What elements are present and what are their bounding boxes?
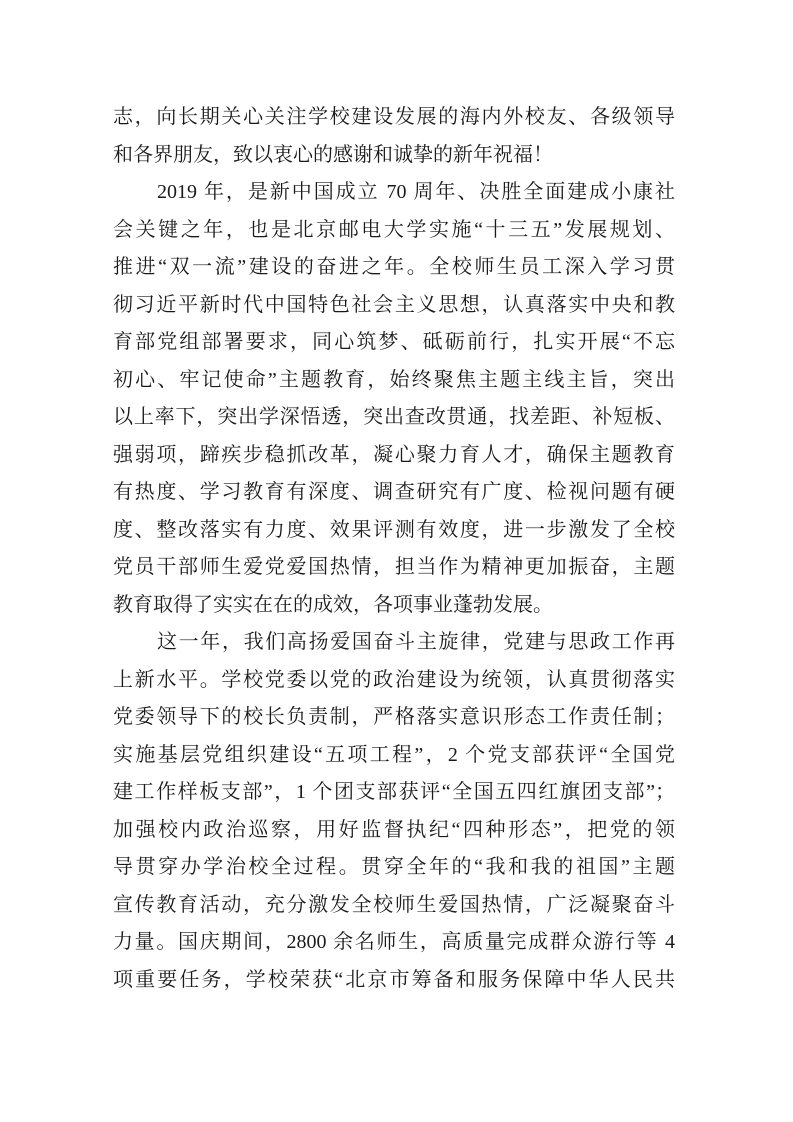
- text-line: 度、整改落实有力度、效果评测有效度，进一步激发了全校: [113, 518, 675, 541]
- text-line paragraph-end: 和各界朋友，致以衷心的感谢和诚挚的新年祝福！: [113, 143, 553, 166]
- text-line: 推进“双一流”建设的奋进之年。全校师生员工深入学习贯: [113, 256, 675, 278]
- text-line: 初心、牢记使命”主题教育，始终聚焦主题主线主旨，突出: [113, 368, 675, 391]
- text-line: 加强校内政治巡察，用好监督执纪“四种形态”，把党的领: [113, 818, 675, 841]
- text-line: 建工作样板支部”，1 个团支部获评“全国五四红旗团支部”；: [113, 781, 675, 803]
- text-line: 彻习近平新时代中国特色社会主义思想，认真落实中央和教: [113, 293, 675, 316]
- text-line: 项重要任务，学校荣获“北京市筹备和服务保障中华人民共: [113, 968, 675, 991]
- text-line paragraph-start: 2019 年，是新中国成立 70 周年、决胜全面建成小康社: [157, 181, 675, 203]
- text-line: 育部党组部署要求，同心筑梦、砥砺前行，扎实开展“不忘: [113, 331, 675, 353]
- text-line: 党员干部师生爱党爱国热情，担当作为精神更加振奋，主题: [113, 556, 675, 578]
- text-line: 志，向长期关心关注学校建设发展的海内外校友、各级领导: [113, 106, 675, 128]
- text-line: 党委领导下的校长负责制，严格落实意识形态工作责任制；: [113, 706, 675, 728]
- page-body-text: [113, 99, 675, 999]
- text-line: 力量。国庆期间，2800 余名师生，高质量完成群众游行等 4: [113, 931, 675, 953]
- text-line: 实施基层党组织建设“五项工程”，2 个党支部获评“全国党: [113, 743, 675, 766]
- text-line: 导贯穿办学治校全过程。贯穿全年的“我和我的祖国”主题: [113, 856, 675, 878]
- text-line: 有热度、学习教育有深度、调查研究有广度、检视问题有硬: [113, 481, 675, 503]
- text-line paragraph-end: 教育取得了实实在在的成效，各项事业蓬勃发展。: [113, 593, 553, 616]
- text-line: 上新水平。学校党委以党的政治建设为统领，认真贯彻落实: [113, 668, 675, 691]
- text-line: 强弱项，蹄疾步稳抓改革，凝心聚力育人才，确保主题教育: [113, 443, 675, 466]
- text-line: 以上率下，突出学深悟透，突出查改贯通，找差距、补短板、: [113, 406, 675, 428]
- text-line paragraph-start: 这一年，我们高扬爱国奋斗主旋律，党建与思政工作再: [157, 631, 675, 653]
- text-line: 会关键之年，也是北京邮电大学实施“十三五”发展规划、: [113, 218, 675, 241]
- text-line: 宣传教育活动，充分激发全校师生爱国热情，广泛凝聚奋斗: [113, 893, 675, 916]
